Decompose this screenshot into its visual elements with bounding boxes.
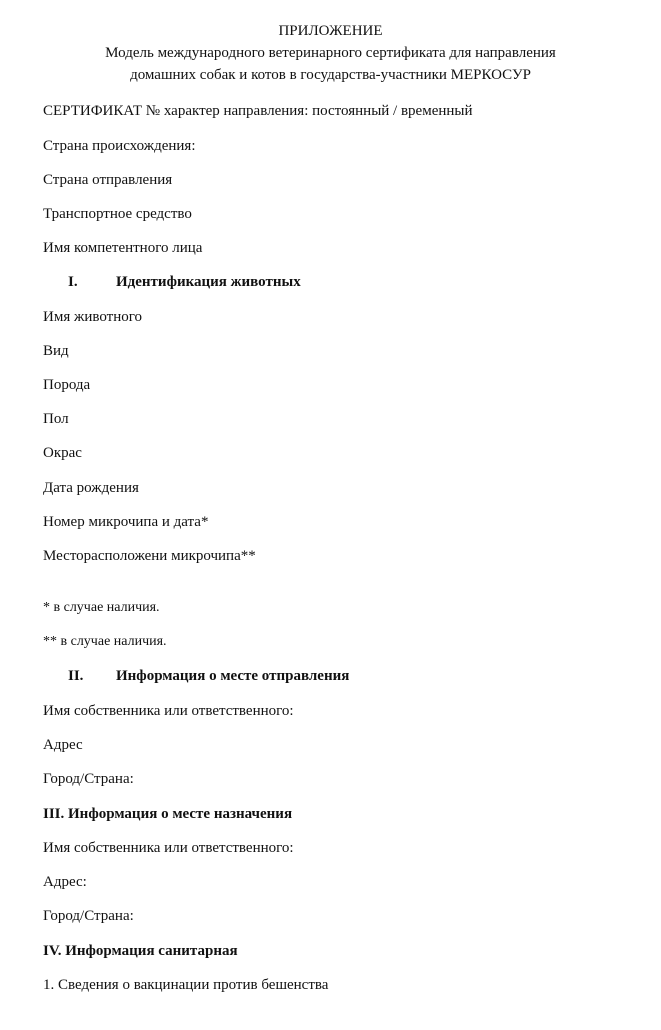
field-country-origin: Страна происхождения:: [43, 138, 196, 154]
field-sender-owner: Имя собственника или ответственного:: [43, 703, 294, 719]
field-breed: Порода: [43, 377, 91, 393]
document-title: ПРИЛОЖЕНИЕ: [278, 23, 383, 39]
field-competent-person: Имя компетентного лица: [43, 240, 203, 256]
field-microchip-number: Номер микрочипа и дата*: [43, 514, 209, 530]
field-transport: Транспортное средство: [43, 206, 192, 222]
document-subtitle-line-1: Модель международного ветеринарного сертификата для направления: [105, 45, 556, 61]
footnote-1: * в случае наличия.: [43, 600, 160, 615]
section-1-number: I.: [68, 274, 78, 290]
section-1-heading: [68, 273, 301, 291]
field-sex: Пол: [43, 411, 69, 427]
field-recipient-address: Адрес:: [43, 874, 87, 890]
field-animal-name: Имя животного: [43, 309, 143, 325]
field-sender-address: Адрес: [43, 737, 83, 753]
section-2-heading: [68, 667, 349, 685]
section-2-number: II.: [68, 668, 84, 684]
field-country-dispatch: Страна отправления: [43, 172, 173, 188]
field-color: Окрас: [43, 445, 82, 461]
section-1-title: Идентификация животных: [116, 274, 301, 290]
field-sender-city-country: Город/Страна:: [43, 771, 134, 787]
document-subtitle-line-2: домашних собак и котов в государства-участники МЕРКОСУР: [130, 67, 531, 83]
field-species: Вид: [43, 343, 69, 359]
field-rabies-vaccination: 1. Сведения о вакцинации против бешенства: [43, 977, 329, 993]
section-3-heading: III. Информация о месте назначения: [43, 806, 293, 822]
field-birth-date: Дата рождения: [43, 480, 139, 496]
section-4-heading: IV. Информация санитарная: [43, 943, 238, 959]
footnote-2: ** в случае наличия.: [43, 634, 167, 649]
field-recipient-owner: Имя собственника или ответственного:: [43, 840, 294, 856]
field-microchip-location: Месторасположени микрочипа**: [43, 548, 256, 564]
section-2-title: Информация о месте отправления: [116, 668, 350, 684]
certificate-line: СЕРТИФИКАТ № характер направления: постоянный / временный: [43, 103, 473, 119]
field-recipient-city-country: Город/Страна:: [43, 908, 134, 924]
